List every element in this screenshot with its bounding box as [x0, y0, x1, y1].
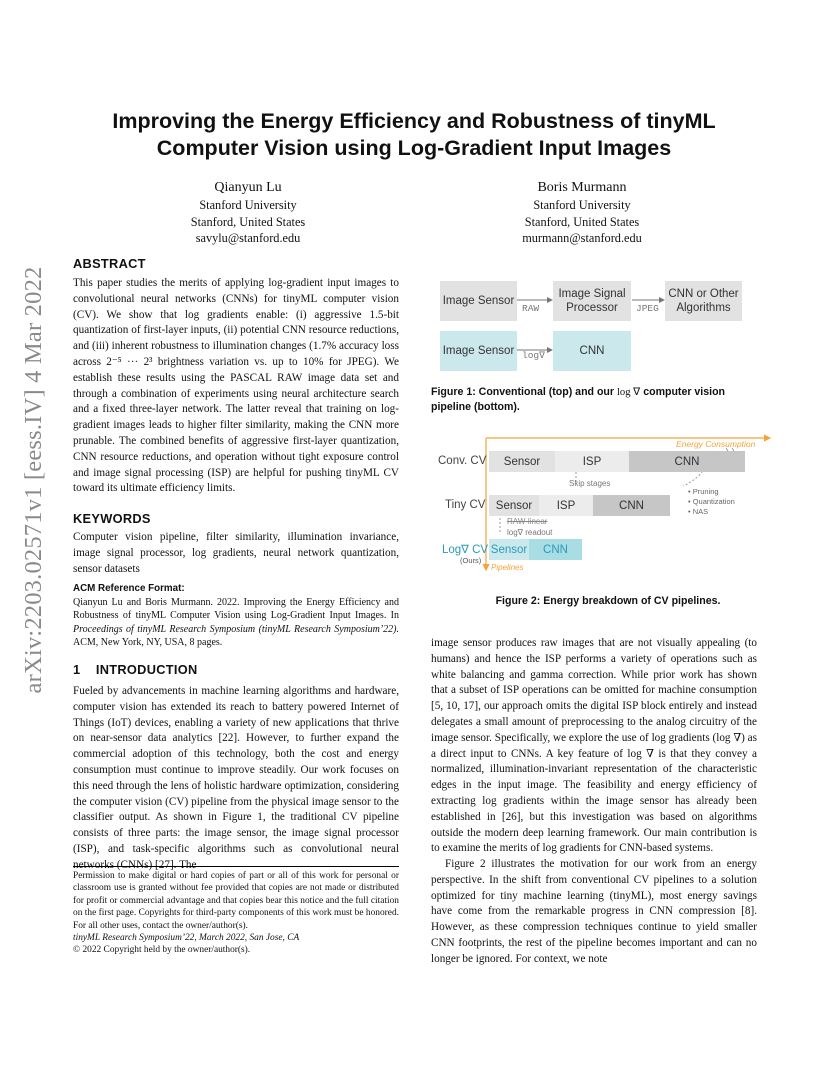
acm-text: Qianyun Lu and Boris Murmann. 2022. Improving the Energy Efficiency and Robustness of tinyML Computer Vision using Log-Gradient Input Images. In Proceedings of tinyML Research Symposium (tinyML Research Symposium’22). ACM, New York, NY, USA, 8 pages.: [73, 596, 399, 648]
permission-footnote: Permission to make digital or hard copies of part or all of this work for personal or classroom use is granted without fee provided that copies are not made or distributed for profit or commercial advantage and that copies bear this notice and the full citation on the first page. Copyrights for third-party components of this work must be honored. For all other uses, contact the owner/author(s). tinyML Research Symposium’22, March 2022, San Jose, CA © 2022 Copyright held by the owner/author(s).: [73, 871, 399, 956]
fig1-isp: Image Signal Processor: [553, 281, 631, 321]
logv-cnn: CNN: [529, 539, 582, 560]
fig1-cnn-or-other: CNN or Other Algorithms: [665, 281, 742, 321]
abstract-heading: ABSTRACT: [73, 256, 146, 271]
author-affiliation: Stanford University: [199, 198, 297, 212]
author-block-2: [482, 178, 682, 247]
fig1-cnn-ours: CNN: [553, 331, 631, 371]
logv-readout-label: log∇ readout: [507, 528, 553, 537]
author-name: Boris Murmann: [537, 180, 627, 195]
footnote-rule: [73, 866, 399, 867]
skip-stages-label: Skip stages: [569, 479, 611, 488]
abstract-text: This paper studies the merits of applying log-gradient input images to convolutional neural networks (CNNs) for tinyML computer vision (CV). We show that log gradients enable: (i) aggressive 1.5-bit quantization of first-layer inputs, (ii) potential CNN resource reductions, and (iii) inherent robustness to illumination changes (1.7% accuracy loss across 2⁻⁵ ··· 2³ brightness variation vs. up to 10% for JPEG). We establish these results using the PASCAL RAW image data set and through a combination of experiments using neural architecture search and a fixed three-layer network. The latter reveal that training on log-gradient images leads to higher filter similarity, making the CNN more prunable. The combined benefits of aggressive first-layer quantization, CNN resource reductions, and operation without tight exposure control and image signal processing (ISP) are helpful for pushing tinyML CV toward its ultimate efficiency limits.: [73, 277, 399, 495]
fig1-jpeg-label: JPEG: [636, 303, 659, 314]
row-label-logv: Log∇ CV: [442, 544, 489, 556]
figure-1-caption: Figure 1: Conventional (top) and our log ∇ computer vision pipeline (bottom).: [431, 386, 726, 413]
right-paragraph-2: Figure 2 illustrates the motivation for our work from an energy perspective. In the shift from conventional CV pipelines to a solution optimized for tiny machine learning (tinyML), most energy savings have come from the remarkable progress in CNN compression [8]. However, as these compression techniques continue to yield smaller CNN footprints, the rest of the pipeline becomes important and can no longer be ignored. For context, we note: [431, 858, 757, 965]
acm-heading: ACM Reference Format:: [73, 583, 185, 594]
author-location: Stanford, United States: [190, 214, 306, 229]
arxiv-sidebar-id: arXiv:2203.02571v1 [eess.IV] 4 Mar 2022: [20, 266, 47, 694]
author-name: Qianyun Lu: [214, 180, 282, 195]
compression-bullets: • Pruning • Quantization • NAS: [688, 487, 735, 516]
logv-sensor: Sensor: [489, 539, 529, 560]
raw-linear-label: RAW-linear: [507, 517, 548, 526]
conv-cnn: CNN: [629, 451, 745, 472]
author-email: murmann@stanford.edu: [522, 231, 642, 245]
acm-reference: [73, 582, 399, 650]
energy-consumption-label: Energy Consumption: [676, 439, 756, 449]
tiny-cnn: CNN: [593, 495, 670, 516]
fig1-image-sensor: Image Sensor: [440, 281, 517, 321]
intro-heading: 1 INTRODUCTION: [73, 662, 198, 677]
tiny-sensor: Sensor: [489, 495, 539, 516]
conv-sensor: Sensor: [489, 451, 555, 472]
figure-2-caption: Figure 2: Energy breakdown of CV pipelines.: [495, 595, 721, 607]
author-email: savylu@stanford.edu: [195, 231, 301, 245]
conv-isp: ISP: [555, 451, 629, 472]
ours-label: (Ours): [460, 556, 482, 565]
author-block-1: [148, 178, 348, 247]
keywords-heading: KEYWORDS: [73, 511, 151, 526]
author-affiliation: Stanford University: [533, 198, 631, 212]
intro-text: Fueled by advancements in machine learning algorithms and hardware, computer vision has extended its reach to battery powered Internet of Things (IoT) devices, enabling a variety of new applications that thrive on near-sensor data analytics [22]. However, to further expand the commercial adoption of this technology, both the cost and energy consumption must continue to improve steadily. Our work focuses on this need through the lens of holistic hardware optimization, considering the computer vision (CV) pipeline from the physical image sensor to the classifier output. As shown in Figure 1, the traditional CV pipeline consists of three parts: the image sensor, the image signal processor (ISP), and task-specific algorithms such as convolutional neural networks (CNNs) [27]. The: [73, 685, 399, 871]
row-label-conv: Conv. CV: [438, 455, 487, 467]
fig1-image-sensor-ours: Image Sensor: [440, 331, 517, 371]
author-location: Stanford, United States: [524, 214, 640, 229]
right-paragraph-1: image sensor produces raw images that are not visually appealing (to humans) and hence the ISP performs a variety of operations such as white balancing and gamma correction. While prior work has shown that a subset of ISP operations can be omitted for machine consumption [5, 10, 17], our approach omits the digital ISP block entirely and instead delegates a small amount of preprocessing to the analog circuitry of the image sensor. Specifically, we explore the use of log gradients (log ∇) as a direct input to CNNs. A key feature of log ∇ is that they convey a normalized, illumination-invariant representation of the characteristic edges in the input image. The feasibility and energy efficiency of extracting log gradients within the image sensor has already been established in [26], but this investigation was based on algorithms outside the modern deep learning framework. Our main contribution is to examine the merits of log gradients for CNN-based systems.: [431, 637, 757, 855]
tiny-isp: ISP: [539, 495, 593, 516]
fig1-logv-label: log∇: [522, 350, 545, 361]
paper-title: Improving the Energy Efficiency and Robustness of tinyML Computer Vision using Log-Gradient Input Images: [112, 109, 716, 160]
fig1-raw-label: RAW: [522, 303, 540, 314]
row-label-tiny: Tiny CV: [445, 499, 486, 511]
pipelines-label: Pipelines: [491, 563, 524, 572]
keywords-text: Computer vision pipeline, filter similarity, illumination invariance, image signal processor, log gradients, neural network quantization, sensor datasets: [73, 531, 399, 575]
